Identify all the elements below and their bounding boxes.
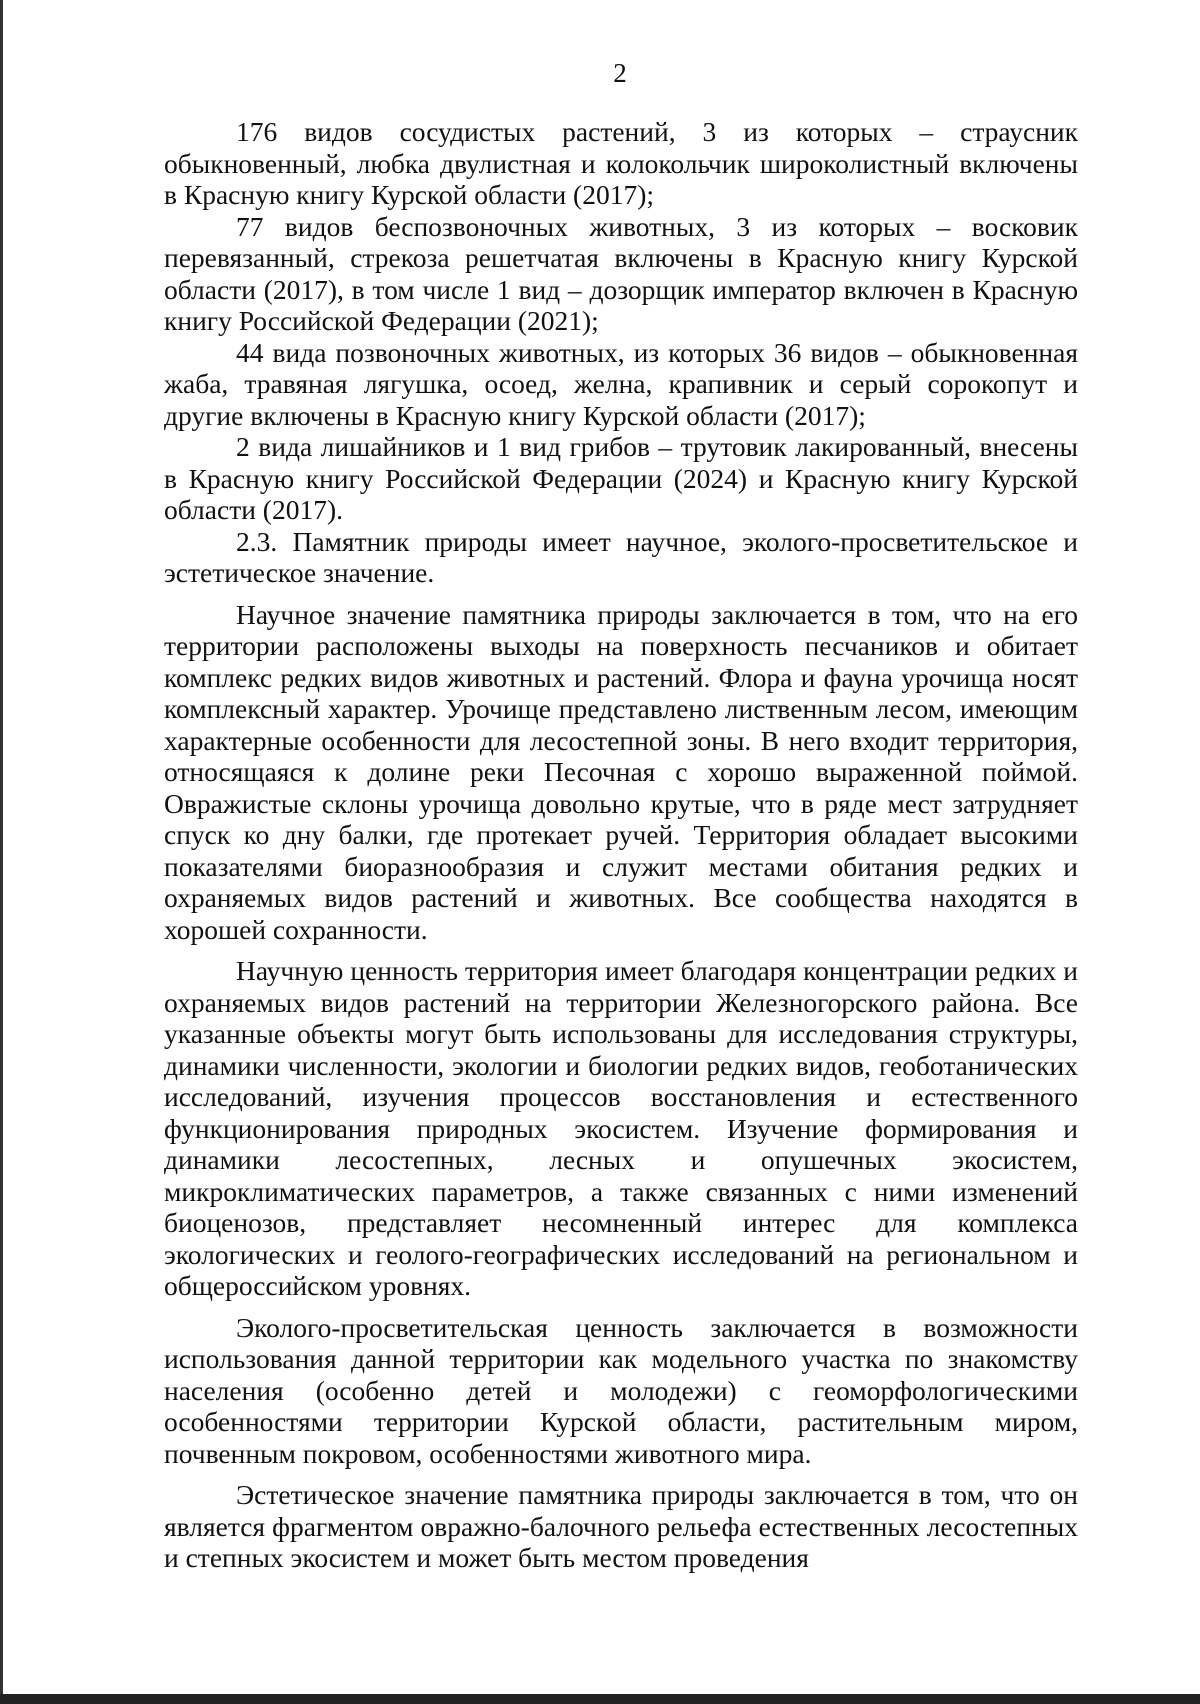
paragraph-aesthetic-value: Эстетическое значение памятника природы заключается в том, что он является фрагментом овражно-балочного рельефа естественных лесостепных и степных экосистем и может быть местом проведения — [164, 1479, 1078, 1573]
paragraph-educational-value: Эколого-просветительская ценность заключается в возможности использования данной территории как модельного участка по знакомству населения (особенно детей и молодежи) с геоморфологическими особенностями территории Курской области, растительным миром, почвенным покровом, особенностями животного мира. — [164, 1311, 1078, 1469]
paragraph-invertebrates: 77 видов беспозвоночных животных, 3 из которых – восковик перевязанный, стрекоза решетчатая включены в Красную книгу Курской области (2017), в том числе 1 вид – дозорщик император включен в Красную книгу Российской Федерации (2021); — [164, 210, 1078, 336]
paragraph-section-2-3: 2.3. Памятник природы имеет научное, эколого-просветительское и эстетическое значение. — [164, 525, 1078, 588]
paragraph-lichens-fungi: 2 вида лишайников и 1 вид грибов – трутовик лакированный, внесены в Красную книгу Российской Федерации (2024) и Красную книгу Курской области (2017). — [164, 431, 1078, 525]
paragraph-scientific-value: Научное значение памятника природы заключается в том, что на его территории расположены выходы на поверхность песчаников и обитает комплекс редких видов животных и растений. Флора и фауна урочища носят комплексный характер. Урочище представлено лиственным лесом, имеющим характерные особенности для лесостепной зоны. В него входит территория, относящаяся к долине реки Песочная с хорошо выраженной поймой. Овражистые склоны урочища довольно крутые, что в ряде мест затрудняет спуск ко дну балки, где протекает ручей. Территория обладает высокими показателями биоразнообразия и служит местами обитания редких и охраняемых видов растений и животных. Все сообщества находятся в хорошей сохранности. — [164, 598, 1078, 945]
scan-edge-bottom — [0, 1694, 1200, 1704]
scan-edge-left — [0, 0, 3, 1704]
paragraph-vascular-plants: 176 видов сосудистых растений, 3 из которых – страусник обыкновенный, любка двулистная и колокольчик широколистный включены в Красную книгу Курской области (2017); — [164, 116, 1078, 210]
document-body — [164, 116, 1078, 1574]
paragraph-vertebrates: 44 вида позвоночных животных, из которых 36 видов – обыкновенная жаба, травяная лягушка, осоед, желна, крапивник и серый сорокопут и другие включены в Красную книгу Курской области (2017); — [164, 336, 1078, 431]
page-number: 2 — [613, 58, 627, 88]
paragraph-scientific-importance: Научную ценность территория имеет благодаря концентрации редких и охраняемых видов растений на территории Железногорского района. Все указанные объекты могут быть использованы для исследования структуры, динамики численности, экологии и биологии редких видов, геоботанических исследований, изучения процессов восстановления и естественного функционирования природных экосистем. Изучение формирования и динамики лесостепных, лесных и опушечных экосистем, микроклиматических параметров, а также связанных с ними изменений биоценозов, представляет несомненный интерес для комплекса экологических и геолого-географических исследований на региональном и общероссийском уровнях. — [164, 955, 1078, 1301]
